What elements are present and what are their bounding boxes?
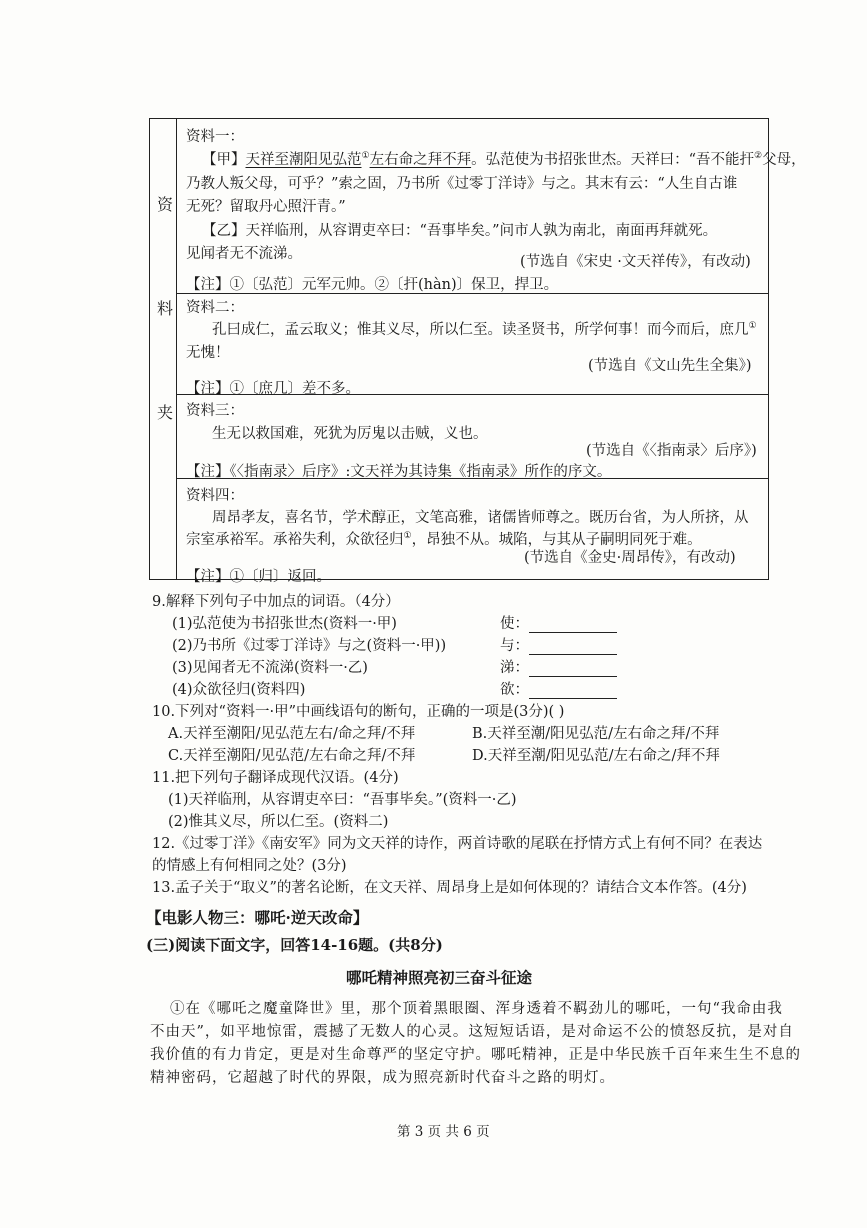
q9-word: 涕： xyxy=(500,660,529,676)
material-1-yi-line1: 【乙】天祥临刑，从容谓吏卒曰：“吾事毕矣。”问市人孰为南北，南面再拜就死。 xyxy=(202,223,718,239)
article-p1-line2: 不由天”，如平地惊雷，震撼了无数人的心灵。这短短话语，是对命运不公的愤怒反抗，是对自 xyxy=(150,1024,794,1040)
material-2-label: 资料二： xyxy=(186,300,244,316)
q10-option-a[interactable]: A.天祥至潮阳/见弘范左右/命之拜/不拜 xyxy=(168,726,416,742)
material-2-line2: 无愧！ xyxy=(186,345,230,361)
material-4-line1: 周昂孝友，喜名节，学术醇正，文笔高雅，诸儒皆师尊之。既历台省，为人所挤，从 xyxy=(212,510,749,526)
answer-blank[interactable] xyxy=(529,662,617,677)
q9-word: 欲： xyxy=(500,682,529,698)
article-p1-line3: 我价值的有力肯定，更是对生命尊严的坚定守护。哪吒精神，正是中华民族千百年来生生不息的 xyxy=(150,1047,801,1063)
underlined-sentence-b: 左右命之拜不拜 xyxy=(369,152,472,168)
side-char-3: 夹 xyxy=(157,403,174,422)
q13-line-1: 13.孟子关于“取义”的著名论断，在文天祥、周昂身上是如何体现的？请结合文本作答。(4分) xyxy=(152,880,747,896)
article-title: 哪吒精神照亮初三奋斗征途 xyxy=(346,968,533,987)
q9-item-4: (4)众欲径归(资料四) xyxy=(172,682,306,698)
footnote-mark: ① xyxy=(361,151,370,162)
q9-item-2-answer xyxy=(500,634,617,655)
jia-marker: 【甲】 xyxy=(202,152,246,168)
q9-item-2: (2)乃书所《过零丁洋诗》与之(资料一·甲)) xyxy=(172,638,447,654)
material-1-jia-line2: 乃教人叛父母，可乎？”索之固，乃书所《过零丁洋诗》与之。其末有云：“人生自古谁 xyxy=(186,176,738,192)
answer-blank[interactable] xyxy=(529,618,617,633)
q9-stem: 9.解释下列句子中加点的词语。（4分） xyxy=(152,594,400,610)
material-1-source: (节选自《宋史 ·文天祥传》，有改动) xyxy=(520,254,751,270)
material-3-label: 资料三： xyxy=(186,403,244,419)
material-1-jia-line1 xyxy=(202,148,806,169)
jia-text: 父母， xyxy=(762,152,806,168)
footnote-mark: ② xyxy=(754,151,763,162)
article-p1-line4: 精神密码，它超越了时代的界限，成为照亮新时代奋斗之路的明灯。 xyxy=(150,1070,615,1086)
materials-side-column xyxy=(149,118,177,580)
q9-item-3-answer xyxy=(500,656,617,677)
q9-item-4-answer xyxy=(500,678,617,699)
material-3-note: 【注】《〈指南录〉后序》:文天祥为其诗集《指南录》所作的序文。 xyxy=(186,464,612,480)
q9-item-1-answer xyxy=(500,612,617,633)
q9-word: 使： xyxy=(500,616,529,632)
material-4-note: 【注】①〔归〕返回。 xyxy=(186,569,331,585)
material-2-note: 【注】①〔庶几〕差不多。 xyxy=(186,381,360,397)
q11-sentence-2: (2)惟其义尽，所以仁至。(资料二) xyxy=(168,814,389,830)
q12-line-2: 的情感上有何相同之处？(3分) xyxy=(152,858,347,874)
underlined-sentence-a: 天祥至潮阳见弘范 xyxy=(245,152,362,168)
jia-text: 。弘范使为书招张世杰。天祥曰：“吾不能扞 xyxy=(471,152,754,168)
q9-item-1: (1)弘范使为书招张世杰(资料一·甲) xyxy=(172,616,397,632)
q12-line-1: 12.《过零丁洋》《南安军》同为文天祥的诗作，两首诗歌的尾联在抒情方式上有何不同？在表达 xyxy=(152,836,763,852)
side-char-1: 资 xyxy=(157,195,174,214)
q10-option-d[interactable]: D.天祥至潮/阳见弘范/左右命之/拜不拜 xyxy=(472,748,720,764)
material-4-source: (节选自《金史·周昂传》，有改动) xyxy=(524,550,736,566)
section-heading: 【电影人物三：哪吒·逆天改命】 xyxy=(146,908,369,927)
material-1-yi-line2: 见闻者无不流涕。 xyxy=(186,246,302,262)
footnote-mark: ① xyxy=(748,321,757,332)
material-1-jia-line3: 无死？留取丹心照汗青。” xyxy=(186,199,346,215)
material-3-source: (节选自《〈指南录〉后序》) xyxy=(586,443,757,459)
material-2-line1 xyxy=(212,318,757,339)
material-4-text: 宗室承裕军。承裕失利，众欲径归 xyxy=(186,532,404,548)
material-2-text: 孔曰成仁，孟云取义；惟其义尽，所以仁至。读圣贤书，所学何事！而今而后，庶几 xyxy=(212,322,749,338)
material-4-label: 资料四： xyxy=(186,488,244,504)
q9-word: 与： xyxy=(500,638,529,654)
q11-sentence-1: (1)天祥临刑，从容谓吏卒曰：“吾事毕矣。”(资料一·乙) xyxy=(168,792,517,808)
q11-stem: 11.把下列句子翻译成现代汉语。(4分) xyxy=(152,770,399,786)
q9-item-3: (3)见闻者无不流涕(资料一·乙) xyxy=(172,660,368,676)
material-3-line1: 生无以救国难，死犹为厉鬼以击贼，义也。 xyxy=(212,426,488,442)
side-char-2: 料 xyxy=(157,299,174,318)
answer-blank[interactable] xyxy=(529,684,617,699)
q10-stem: 10.下列对“资料一·甲”中画线语句的断句，正确的一项是(3分)( ) xyxy=(152,704,565,720)
q10-option-b[interactable]: B.天祥至潮/阳见弘范/左右命之拜/不拜 xyxy=(472,726,720,742)
page-number: 第 3 页 共 6 页 xyxy=(397,1124,490,1140)
article-p1-line1: ①在《哪吒之魔童降世》里，那个顶着黑眼圈、浑身透着不羁劲儿的哪吒，一句“我命由我 xyxy=(170,1001,783,1017)
material-1-label: 资料一： xyxy=(186,129,244,145)
footnote-mark: ① xyxy=(403,531,412,542)
material-2-source: (节选自《文山先生全集》) xyxy=(588,358,752,374)
answer-blank[interactable] xyxy=(529,640,617,655)
material-1-note: 【注】①〔弘范〕元军元帅。②〔扞(hàn)〕保卫，捍卫。 xyxy=(186,277,559,293)
material-4-text: ，昂独不从。城陷，与其从子嗣明同死于难。 xyxy=(411,532,702,548)
section-instruction: (三)阅读下面文字，回答14-16题。(共8分) xyxy=(146,936,443,954)
q10-option-c[interactable]: C.天祥至潮阳/见弘范/左右命之拜/不拜 xyxy=(168,748,416,764)
